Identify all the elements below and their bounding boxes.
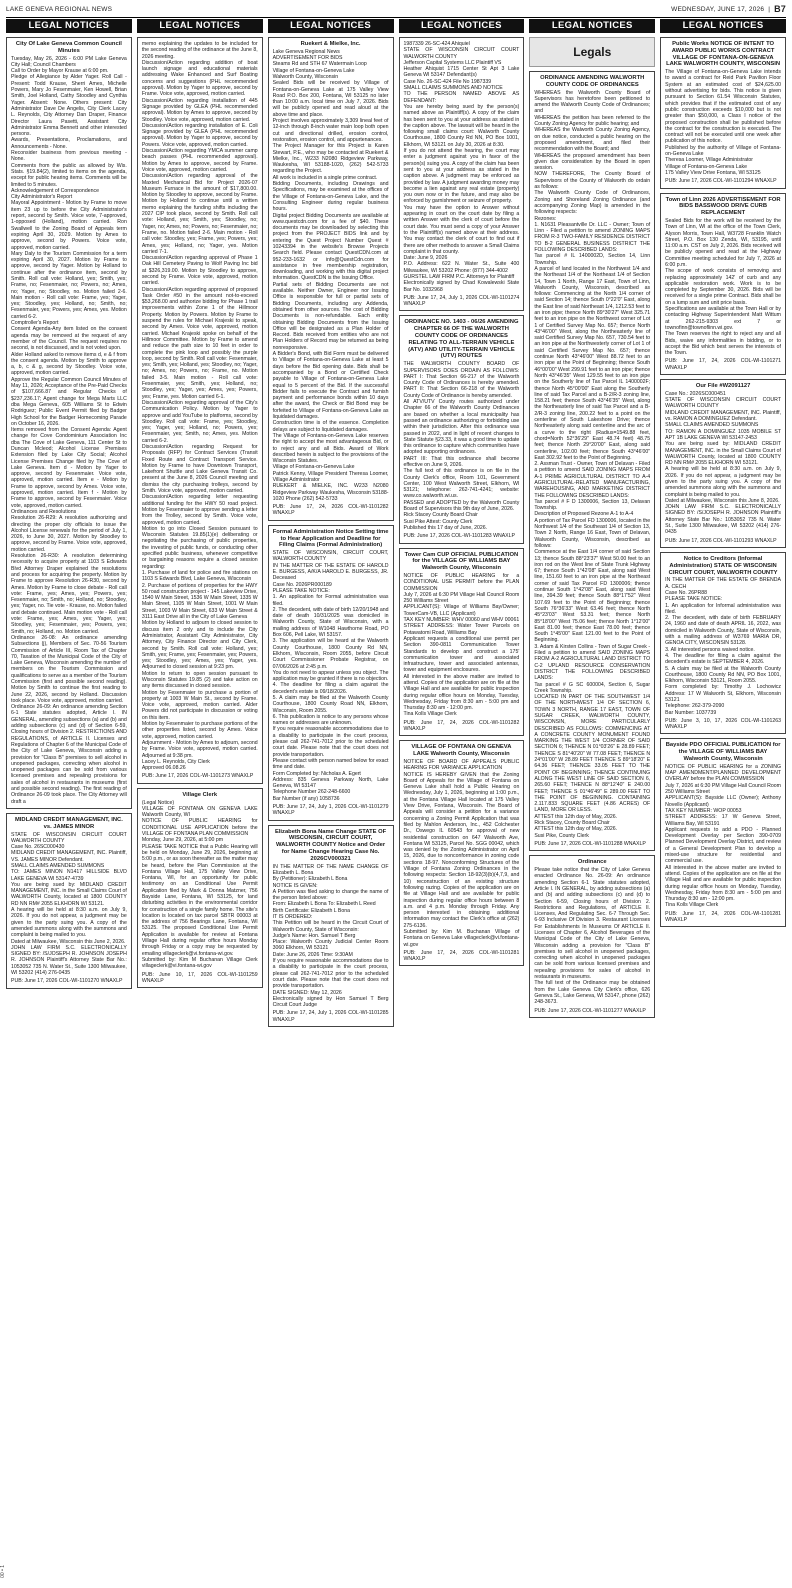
notice-body: WHEREAS the Walworth County Board of Supervisors has heretofore been petitioned to amend the Walworth County Code of Ordinances; and WHEREAS the petition has been referred to the County Zoning Agency for public hearing; and WHEREAS the Walworth County Zoning Agency, on due notice, conducted a public hearing on the proposed amendment, and filed their recommendation with the Board; and WHEREAS the proposed amendment has been given due consideration by the Board in open session. NOW THEREFORE, The County Board of Supervisors of the County of Walworth do ordain as follows: The Walworth County Code of Ordinances, Zoning and Shoreland Zoning Ordinance (and accompanying Zoning Map) is amended in the following respects: Rezones: 1. N1631 Pleasantville Dr. LLC - Owner; Town of Linn - Filed a petition to amend ZONING MAPS FROM R-3 TWO-FAMILY RESIDENCE DISTRICT TO B-2 GENERAL BUSINESS DISTRICT THE FOLLOWING DESCRIBED LANDS: Tax parcel # IL 1400002D, Section 14, Linn Township. A parcel of land located in the Northwest 1/4 and the Northeast 1/4 of the Northeast 1/4 of Section 14, Town 1 North, Range 17 East, Town of Linn, Walworth County, Wisconsin, described as follows: Commencing at the North 1/4 corner of said Section 14; thence South 0°22'0" East, along the East line of said Northeast 1/4, 1212.53 feet to an iron pipe; thence North 89°30'27" West 325.71 feet to an iron pipe on the Northwest corner of Lot 1 of Certified Survey Map No. 657; thence North 43°46'00" West, along the Northeasterly line of said Certified Survey Map No. 657, 730.54 feet to an iron pipe at the Northwesterly corner of Lot 1 of said Certified Survey Map No. 657; thence continue North 43°46'00" West 88.72 feet to an iron pipe at the Point of Beginning; thence South 46°00'00" West 299.91 feet to an iron pipe; thence North 43°46'35" West 129.55 feet to an iron pipe on the Southerly line of Tax Parcel IL 1400002F; thence North 45°00'00" East along the Southerly line of said Tax Parcel and a B-2/R-3 zoning line, 158.21 feet; thence South 43°46'35" West, along the Northeasterly line of said Tax Parcel and a B-2/R-3 zoning line, 200.22 feet to a point on the centerline of South Lakeshore Drive; thence Northeasterly along said centerline and the arc of a curve to the right (Radius=1549.88 feet, chord=North 52°36'29" East 48.74 feet) 48.75 feet; thence North 29°20'00" East, along said centerline, 102.00 feet; thence South 43°46'00" East 302.92 feet to the Point of Beginning. 2. Assman Trust - Owner, Town of Delavan - Filed a petition to amend SAID ZONING MAPS FROM A-1 PRIME AGRICULTURAL DISTRICT TO A-4 AGRICULTURAL-RELATED MANUFACTURING, WAREHOUSING, AND MARKETING DISTRICT THE FOLLOWING DESCRIBED LANDS: Tax parcel # F D 1300006, Section 13, Delavan Township. Description of Proposed Rezone A-1 to A-4 A portion of Tax Parcel FD 1300006, located in the Northwest 1/4 of the Southeast 1/4 of Section 13, Town 2 North, Range 16 East, Town of Delavan, Walworth County, Wisconsin, described as follows: Commence at the East 1/4 corner of said Section 13; thence South 88°23'37" West 50.00 feet to an iron rod on the West line of State Trunk Highway 67; thence South 1°42'08" East, along said West line, 151.60 feet to an iron pipe at the Northeast corner of said Tax Parcel FD 1300006; thence continue South 1°42'08" East, along said West line, 394.39 feet; thence South 88°17'52" West 107.69 feet to the Point of Beginning; thence South 76°36'33" West 63.46 feet; thence North 45°23'03" West 53.31 feet; thence North 85°18'00" West 75.06 feet; thence North 1°12'00" East 81.00 feet; thence East 78.00 feet; thence South 1°45'00" East 121.00 feet to the Point of Beginning. 3. Adam & Kirsten Collins - Town of Sugar Creek - Filed a petition to amend SAID ZONING MAPS FROM A-2 AGRICULTURAL LAND DISTRICT TO C-2 UPLAND RESOURCE CONSERVATION DISTRICT THE FOLLOWING DESCRIBED LANDS: Tax parcel # G SC 600004, Section 6, Sugar Creek Township. LOCATED IN PART OF THE SOUTHWEST 1/4 OF THE NORTHWEST 1/4 OF SECTION 6, TOWN 3 NORTH, RANGE 17 EAST, TOWN OF SUGAR CREEK, WALWORTH COUNTY, WISCONSIN, MORE PARTICULARLY DESCRIBED AS FOLLOWS: COMMENCING AT A CONCRETE COUNTY MONUMENT FOUND MARKING THE WEST 1/4 CORNER OF SAID SECTION 6; THENCE N 01°03'26" E 28.89 FEET; THENCE S 81°40'20" W 77.08 FEET; THENCE N 24°01'00" W 28.89 FEET THENCE S 89°18'20" E 64.36 FEET; THENCE 33.05 FEET TO THE POINT OF BEGINNING; THENCE CONTINUING ALONG THE WEST LINE OF SAID SECTION 6, 265.60 FEET; THENCE N 88°12'40" E 240.00 FEET; THENCE S 01°46'49" E 289.00 FEET TO THE POINT OF BEGINNING. CONTAINING 2.117.833 SQUARE FEET (4.86 ACRES) OF LAND, MORE OR LESS. ATTEST this 12th day of May, 2026. Rick Stacey, County Board Chair ATTEST this 12th day of May, 2026. Susi Pike, County Clerk bbox=[534, 89, 651, 839]
notice-body: Case No.: 2026SC000451 STATE OF WISCONSIN CIRCUIT COURT WALWORTH COUNTY MIDLAND CREDIT MANAGEMENT, INC. Plaintiff, vs. RAMON A DOMINGUEZ Defendant. SMALL CLAIMS AMENDED SUMMONS TO: RAMON A DOMINGUEZ 1035 MOBILE ST APT 1B LAKE GENEVA WI 53147-2453 You are being sued by: MIDLAND CREDIT MANAGEMENT, INC. in the Small Claims Court of WALWORTH County, located at 1800 COUNTY RD NN RM# 2055 ELKHORN WI 53121. A hearing will be held at 8:30 a.m. on July 9, 2026. If you do not appear, a judgment may be given to the party suing you. A copy of the amended summons along with the summons and complaint is being mailed to you. Dated at Milwaukee, Wisconsin this June 8, 2026. JOHN LAW FIRM S.C. ELECTRONICALLY SIGNED BY: /S/JOSEPH R. JOHNSON Plaintiff's Attorney State Bar No.: 1053052 735 N. Water St., Suite 1300 Milwaukee, WI 53202 (414) 276-0435 bbox=[665, 390, 781, 536]
notice-pub-line: PUB: June 17, 2026 COL-WI-1101273 WNAXLP bbox=[141, 773, 254, 780]
section-banner-4: LEGAL NOTICES bbox=[399, 19, 525, 33]
notice-title: Notice to Creditors (Informal Administration) STATE OF WISCONSIN CIRCUIT COURT, WALWORTH COUNTY bbox=[668, 555, 778, 576]
notice-pub-line: PUB: June 17, 24, July 1, 2026 COL-WI-1101279 WNAXLP bbox=[272, 804, 389, 817]
legal-notice bbox=[268, 37, 394, 521]
notice-pub-line: PUB: June 17, 24, 2026 COL-WI-1101281 WNAXLP bbox=[403, 949, 520, 963]
column-6 bbox=[660, 37, 786, 1582]
notice-title: Tower Cam CUP OFFICIAL PUBLICATION for the VILLAGE OF WILLIAMS BAY Walworth County, Wisconsin bbox=[404, 551, 519, 572]
notice-body: Sealed Bids for the work will be received by the Town of Linn, WI at the office of the Town Clerk, Alyson Morris, Town Hall, W3728 Franklin Watch Street, P.O. Box 130 Zenda, WI, 53195, until 11:00 a.m. CST on July 2, 2026. Bids received will be publicly opened and read at the Highway Committee meeting scheduled for July 7, 2026 at 6:00 p.m. The scope of work consists of removing and replacing approximately 142' of curb and any applicable restoration work. Work is to be completed by September 30, 2026. Bids will be received for a single prime Contract. Bids shall be on a lump sum and unit price basis. Specifications are available at the Town Hall or by contacting Highway Superintendent Matt Wittum at 262-215-9303 ext 7 or townofinn@townoflinn.wi.gov. The Town reserves the right to reject any and all Bids, waive any informalities in bidding, or to accept the Bid which best serves the interests of the Town. bbox=[665, 217, 781, 357]
paper-name: LAKE GENEVA REGIONAL NEWS bbox=[6, 6, 113, 13]
notice-pub-line: PUB: June 17, 24, 2026 COL-WI-1101271 WNAXLP bbox=[665, 358, 781, 371]
notice-title: Bayside PDO OFFICIAL PUBLICATION for the VILLAGE OF WILLIAMS BAY Walworth County, Wisconsin bbox=[665, 742, 781, 763]
notice-columns bbox=[6, 37, 786, 1582]
notice-pub-line: PUB: June 10, 17, 2026 COL-WI-1101259 WNAXLP bbox=[141, 971, 258, 984]
notice-title: Ruekert & Mielke, Inc. bbox=[300, 41, 361, 47]
notice-body: (Legal Notice) VILLAGE OF FONTANA ON GENEVA LAKE Walworth County, WI NOTICE OF PUBLIC HEARING for CONDITIONAL USE APPLICATION before the VILLAGE OF FONTANA PLAN COMMISSION Monday, June 29, 2026, at 5:00 pm PLEASE TAKE NOTICE that a Public Hearing will be held on Monday, June 29, 2026, beginning at 5:00 p.m., or as soon thereafter as the matter may be heard, before the Plan Commission at the Fontana Village Hall, 175 Valley View Drive, Fontana, WI, for an opportunity for public testimony on an Conditional Use Permit Application filed by Mark & Donna Matzner, 756 Bayside Lane, Fontana, WI 53125, for land disturbing activities in the environmental corridor for construction of a single family home. The site's location is located on tax parcel SBTR 00003 at the address of 756 Bearings Lane, Fontana, WI 53125. The proposed Conditional Use Permit Application is available for review at Fontana Village Hall during regular office hours Monday through Friday or a copy may be requested by emailing villageclerk@vi.fontana-wi.gov. Submitted by: Kim M Buchanan Village Clerk villageclerk@vi.fontana-wi.gov bbox=[141, 799, 258, 970]
legal-notice bbox=[6, 37, 132, 809]
legal-notice bbox=[399, 548, 525, 737]
notice-body: 1987339 26-SC-424 Ahiquiel STATE OF WISCONSIN CIRCUIT COURT WALWORTH COUNTY Jefferson Capital Systems LLC Plaintiff VS Heather Ahiquist 1715 Center St Apt 3 Lake Geneva WI 53147 Defendant(s) Case No. 26-SC-424 File No 1987339 SMALL CLAIMS SUMMONS AND NOTICE TO THE PERSON NAMED ABOVE AS DEFENDANT: You are hereby being sued by the person(s) named above as Plaintiff(s). A copy of the claim has been sent to you at your address as stated in the caption above. The lawsuit will be heard in the following small claims court: Walworth County Courthouse, 1800 County Rd NN, PO Box 1001, Elkhorn, WI 53121 on July 30, 2026 at 8:30. If you do not attend the hearing, the court may enter a judgment against you in favor of the person(s) suing you. A copy of the claim has been sent to you at your address as stated in the caption above. A judgment may be enforced as provided by law. A judgment awarding money may become a lien against any real estate (property) you own now or in the future, and may also be enforced by garnishment or seizure of property. You may have the option to Answer without appearing in court on the court date by filing a written Answer with the clerk of court before the court date. You must send a copy of your Answer to the Plaintiff(s) named above at their address. You may contact the clerk of court to find out if there are other methods to answer a Small Claims complaint in that county. Date: June 9, 2026 P.O. Address: 622 N. Water St., Suite 400 Milwaukee, WI 53202 Phone: (877) 344-4002 GURSTEL LAW FIRM P.C. Attorneys for Plaintiff Electronically signed by Chad Kowalewski State Bar No. 1032968 bbox=[403, 41, 520, 293]
notice-pub-line: PUB: June 17, 2026 COL-WI-1101277 WNAXLP bbox=[534, 1007, 646, 1014]
notice-pub-line: PUB: June 17, 24, July 1, 2026 COL-WI-1101285 WNAXLP bbox=[272, 1010, 389, 1023]
notice-body: IN THE MATTER OF THE NAME CHANGE OF Elizabeth L. Bona By (Petitioner): Elizabeth L Bona NOTICE IS GIVEN: A Petition was filed asking to change the name of the person listed above: From: Elizabeth L Bona To: Elizabeth L Reed Birth Certificate: Elizabeth L Bona IT IS ORDERED: This Petition will be heard in the Circuit Court of Walworth County, State of Wisconsin: Judge's Name: Hon. Samuel T Berg Place: Walworth County Judicial Center Room 3060 Elkhorn, WI 53121 Date: June 26, 2026 Time: 9:30AM If you require reasonable accommodations due to a disability to participate in the court process, please call 262-741-7012 prior to the scheduled court date. Please note that the court does not provide transportation. DATE SIGNED: May 12, 2026 Electronically signed by Hon Samuel T Berg Circuit Court Judge bbox=[272, 863, 389, 1009]
legal-notice bbox=[137, 788, 263, 988]
legals-banner: Legals bbox=[529, 37, 655, 67]
notice-pub-line: PUB: June 17, 24, 2026 COL-WI-1101281 WNAXLP bbox=[665, 910, 781, 923]
legal-notice bbox=[6, 813, 132, 989]
column-2 bbox=[137, 37, 263, 1582]
issue-date: WEDNESDAY, JUNE 17, 2026 bbox=[671, 5, 765, 13]
notice-title: Town of Linn 2026 ADVERTISEMENT FOR BIDS BASSWOOD DRIVE CURB REPLACEMENT bbox=[665, 196, 781, 217]
legal-notice bbox=[660, 193, 786, 376]
notice-title: Village Clerk bbox=[182, 791, 218, 798]
notice-body: STATE OF WISCONSIN CIRCUIT COURT WALWORTH COUNTY Case No. 26SC000430 MIDLAND CREDIT MANAGEMENT, INC. Plaintiff, VS. JAMES MINOR Defendant. SMALL CLAIMS AMENDED SUMMONS TO: JAMES MINON N1417 HILLSIDE BLVD LAKE GENEVA WI 53147-4739 You are being sued by: MIDLAND CREDIT MANAGEMENT, INC. in the Small Claims Court of WALWORTH County, located at 1800 COUNTY RD NN RM# 2055 ELKHORN WI 53121. A hearing will be held at 8:30 a.m. on July 9, 2026. If you do not appear, a judgment may be given to the party suing you. A copy of the amended summons along with the summons and complaint is being mailed to you. Dated at Milwaukee, Wisconsin this June 2, 2026. JOHN LAW FIRM S.C. ELECTRONICALLY SIGNED BY: /S/JOSEPH R. JOHNSON JOSEPH R. JOHNSON Plaintiff's Attorney State Bar No.: 1053052 735 N. Water St., Suite 1300 Milwaukee, WI 53202 (414) 276-0435 bbox=[11, 831, 127, 977]
legal-notice bbox=[399, 315, 525, 543]
legal-notice bbox=[399, 37, 525, 311]
notice-title: City Of Lake Geneva Common Council Minutes bbox=[15, 41, 122, 54]
section-banner-6: LEGAL NOTICES bbox=[660, 19, 786, 33]
page-number: B7 bbox=[774, 4, 786, 14]
notice-title: MIDLAND CREDIT MANAGEMENT, INC. vs. JAMES MINOR bbox=[14, 816, 123, 830]
notice-pub-line: PUB: June 17, 24, 2026 COL-WI-1101282 WNAXLP bbox=[403, 719, 520, 733]
header-right: WEDNESDAY, JUNE 17, 2026 | B7 bbox=[671, 4, 786, 14]
notice-body: NOTICE OF PUBLIC HEARING for a ZONING MAP AMENDMENT/PLANNED DEVELOPMENT OVERLAY before the PLAN COMMISSION July 7, 2026 at 6:30 PM Village Hall Council Room 250 Williams Street APPLICANT(S): Bayside LLC (Owner); Anthony Novello (Applicant) TAX KEY NUMBER: WOP 00053 STREET ADDRESS: 17 W Geneva Street, Williams Bay, WI 53191 Applicant requests to add a PDO - Planned Development Overlay per Section 390-0709 Planned Development Overlay District, and review of a General Development Plan to develop a mixed-use structure for residential and commercial use. All interested in the above matter are invited to attend. Copies of the application are on file at the Village Hall and are available for public inspection during regular office hours on Monday, Tuesday, Wednesday, Friday from 8:30 am - 5:00 pm and Thursday 8:30 am - 12:00 pm. Tina Kolls Village Clerk bbox=[665, 763, 781, 909]
notice-title: Ordinance bbox=[577, 859, 607, 866]
notice-body: Lake Geneva Regional News ADVERTISEMENT FOR BIDS Steams Rd and STH 67 Watermain Loop Village of Fontana-on-Geneva Lake Walworth County, Wisconsin Sealed Bids will be received by Village of Fontana-on-Geneva Lake at 175 Valley View Road P.O. Box 200, Fontana, WI 53125 no later than 10:00 a.m. local time on July 7, 2026. Bids will be publicly opened and read aloud at the above time and place. Project involves approximately 3,309 lineal feet of 12-inch through 8-inch water main loop both open cut and directional drilled, erosion control, restoration, erosion control, and appurtenances. The Project Manager for this Project is Karen Stewart, P.E., who may be contacted at Ruekert & Mielke, Inc., W233 N2080 Ridgeview Parkway, Waukesha, WI 53188-1020, (262) 542-5733 regarding the Project. All work is included in a single prime contract. Bidding Documents, including Drawings and Specifications, may be examined at the offices of the Village of Fontana-on-Geneva Lake, and the Consulting Engineer during regular business hours. Digital project Bidding Documents are available at www.questcdn.com for a fee of $40. These documents may be downloaded by selecting this project from the PROJECT BIDS link and by entering the Quest Project Number Quest # 10243394 in the website's Browse Projects Search field. Please contact QuestCDN.com at 952-233-1632 or info@QuestCdn.com for assistance in free membership registration, downloading, and working with this digital project information. QuestCDN is the Issuing Office. Partial sets of Bidding Documents are not available. Neither Owner, Engineer nor Issuing Office is responsible for full or partial sets of Bidding Documents, including any Addenda, obtained from other sources. The cost of Bidding Documents is non-refundable. Each entity obtaining Bidding Documents from the Issuing Office will be designated as a Plan Holder of Record. Bids received from entities who are not Plan Holders of Record may be returned as being nonresponsive. A Bidder's Bond, with Bid Form must be delivered to Village of Fontana-on-Geneva Lake at least 5 days before the Bid opening date. Bids shall be accompanied by a Bond or Certified Check payable to Village of Fontana-on-Geneva Lake equal to 5 percent of the Bid. If the successful Bidder fails to execute the Contract and furnish payment and performance bonds within 10 days after the award, the Check or Bid Bond may be forfeited to Village of Fontana-on-Geneva Lake as liquidated damages. Construction time is of the essence. Completion delays are subject to liquidated damages. The Village of Fontana-on-Geneva Lake reserves the right to accept the most advantageous Bid, or to reject any and all Bids. Award of Work described herein is subject to the provisions of the Wisconsin Statutes. Village of Fontana-on-Geneva Lake Patrick Kenny, Village President Theresa Loomer, Village Administrator RUEKERT & MIELKE, INC. W233 N2080 Ridgeview Parkway Waukesha, Wisconsin 53188-1020 Phone (262) 542-5733 bbox=[272, 48, 389, 502]
legal-notice bbox=[660, 37, 786, 189]
notice-body: THE WALWORTH COUNTY BOARD OF SUPERVISORS DOES ORDAIN AS FOLLOWS: PART I: That Section 66-217 of the Walworth County Code of Ordinances is hereby amended. PART II: That Section 66-218 of the Walworth County Code of Ordinance is hereby amended. All ATV/UTV County routes authorized under Chapter 66 of the Walworth County Ordinances are based on whether a local municipality has passed an ordinance authorizing or forbidding use within their jurisdiction. After this ordinance was passed in 2022, and in light of recent changes to State Statute §23.33, it was a good time to update this ordinance to capture which communities have adopted supporting ordinances. PART III: That this ordinance shall become effective on June 9, 2026. The full text of this ordinance is on file in the County Clerk's office, Room 101, Government Center, 100 West Walworth Street, Elkhorn, WI 53121; telephone: 262-741-4241; website: www.co.walworth.wi.us. PASSED and ADOPTED by the Walworth County Board of Supervisors this 9th day of June, 2026. Rick Stacey County Board Chair Susi Pike Attest: County Clerk Published this 17 day of June, 2026. bbox=[403, 361, 520, 531]
notice-pub-line: PUB: June 17, 2026 COL-WI-1101288 WNAXLP bbox=[534, 840, 646, 847]
legal-notice bbox=[529, 71, 655, 851]
notice-body: NOTICE OF BOARD OF APPEALS PUBLIC HEARING FOR VARIANCE APPLICATION NOTICE IS HEREBY GIVEN that the Zoning Board of Appeals for the Village of Fontana on Geneva Lake shall hold a Public Hearing on Wednesday, July 1, 2026, beginning at 1:00 p.m., at the Fontana Village Hall located at 175 Valley View Drive, Fontana, Wisconsin. The Board of Appeals will consider a petition for a variance concerning a Zoning Permit Application that was filed by Mahlon Anderson, Inc., 452 Colchester Dr., Oswego IL 60543 for approval of new residential construction on 647 Walworth Ave, Fontana WI 53125, Parcel No. SGG 00042, which was denied by the Zoning Administrator on April 15, 2026, due to nonconformance in zoning code sections 18-97. Nonconforming Structures of the Village of Fontana Zoning Ordinances in the following respects: Section 18-92(3)(b)(4,7,9, and 10) reconstruction of an existing structure following razing. Copies of the application are on file at Village Hall and are available for public inspection during regular office hours between 8 a.m. and 4 p.m. Monday through Friday. Any person interested in obtaining additional information may contact the Clerk's office at (262) 275-6136. Submitted by: Kim M. Buchanan Village of Fontana on Geneva Lake villageclerk@vi.fontana-wi.gov bbox=[403, 758, 520, 948]
legal-notice bbox=[268, 525, 394, 821]
notice-pub-line: PUB: June 17, 2026 COL-WI-1101294 WNAXLP bbox=[665, 178, 777, 185]
column-1 bbox=[6, 37, 132, 1582]
legal-notice bbox=[660, 379, 786, 548]
notice-title: Formal Administration Notice Setting time to Hear Application and Deadline for Filing Claims (Formal Administration) bbox=[272, 528, 389, 549]
notice-body: Please take notice that the City of Lake Geneva enacted Ordinance No. 26-09: An ordinance amending Section 6-1 State statutes adopted, Article I. IN GENERAL, by adding subsections (a) and (b) and adding subsections (c) and (d) to Section 6-59, Closing hours of Division 2. Restrictions and Regulations, of ARTICLE II. Licenses, And Regulating Sec. 6-7 Through Sec. 6-93 Inclusive Of Division 3. Restaurant Licenses For Establishments In Museums Of ARTICLE II. Licenses of Chapter 6, Alcohol Beverages of the Municipal Code of the City of Lake Geneva, Wisconsin adding a provision for "Class B" premises to sell alcohol in unopened packages, correcting when alcohol in unopened packages can be sold from various licensed premises and repealing provisions for sales of alcohol in restaurants in museums. The full text of the Ordinance may be obtained from the Lake Geneva City Clerk's office, 626 Geneva St., Lake Geneva, WI 53147, phone (262) 248-3673. bbox=[534, 867, 651, 1006]
section-banner-1: LEGAL NOTICES bbox=[6, 19, 132, 33]
side-code: 00 • 1 bbox=[0, 1565, 6, 1578]
column-4 bbox=[399, 37, 525, 1582]
notice-title: ORDINANCE NO. 1403 - 06/26 AMENDING CHAPTER 66 OF THE WALWORTH COUNTY CODE OF ORDINANCES RELATING TO ALL-TERRAIN VEHICLE (ATV) AND UTILITY-TERRAIN VEHICLE (UTV) ROUTES bbox=[404, 319, 519, 360]
notice-body: The Village of Fontana-on-Geneva Lake intends to award a contract for Reid Park Pavilion Floor System at an estimated cost of $24,625.00 without advertising for bids. This notice is given pursuant to Section 61.54 Wisconsin Statutes, which provides that if the estimated cost of any public construction exceeds $10,000 but is not greater than $50,000, a Class I notice of the proposed construction shall be published before the contract for the construction is executed. The contract will not be executed until one week after publication of this notice. Published by the authority of Village of Fontana-on-Geneva Lake Theresa Loomer, Village Administrator Village of Fontana-on-Geneva Lake 175 Valley View Drive Fontana, WI 53125 bbox=[665, 69, 781, 176]
legal-notice bbox=[529, 855, 655, 1018]
section-banner-5: LEGAL NOTICES bbox=[529, 19, 655, 33]
notice-body: IN THE MATTER OF THE ESTATE OF BRENDA A. CECH Case No. 26PR88 PLEASE TAKE NOTICE: 1. An application for Informal administration was filed. 2. The decedent, with date of birth FEBRUARY 24, 1960 and date of death APRIL 16, 2022, was domiciled in Walworth County, State of Wisconsin, with a mailing address of W3769 MARIA DR, GENOA CITY, WISCONSIN 53128. 3. All interested persons waived notice. 4. The deadline for filing a claim against the decedent's estate is SEPTEMBER 4, 2026. 5. A claim may be filed at the Walworth County Courthouse, 1800 County Rd NN, PO Box 1001, Elkhorn, Wisconsin 53121, Room 2055. Form completed by: Timothy J. Lochowicz Address: 17 W Walworth St, Elkhorn, Wisconsin 53121 Telephone: 262-379-2090 Bar Number: 1037739 bbox=[665, 577, 781, 716]
notice-body: STATE OF WISCONSIN, CIRCUIT COURT, WALWORTH COUNTY IN THE MATTER OF THE ESTATE OF HAROLD E. BURGESS, A/K/A HAROLD E. BURGESS, JR. Deceased Case No. 2026PR000189 PLEASE TAKE NOTICE: 1. An application for Formal administration was filed. 2. The decedent, with date of birth 12/20/1948 and date of death 10/31/2025 was domiciled in Walworth County, State of Wisconsin, with a mailing address of W1048 Hawthorne Road, PO Box 606, Pell Lake, WI 53157. 3. The application will be heard at the Walworth County Courthouse, 1800 County Rd NN, Elkhorn, Wisconsin, Room 2055, before Circuit Court Commissioner Probate Registrar, on 07/06/2026 at 2:45 p.m. You do not need to appear unless you object. The application may be granted if there is no objection. 4. The deadline for filing a claim against the decedent's estate is 09/18/2026. 5. A claim may be filed at the Walworth County Courthouse, 1800 County Road NN, Elkhorn, Wisconsin, Room 2055. 6. This publication is notice to any persons whose names or addresses are unknown. If you require reasonable accommodations due to a disability to participate in the court process, please call 262-741-7012 prior to the scheduled court date. Please note that the court does not provide transportation. Please contact with person named below for exact time and date. Form Completed by: Nicholas A. Egert Address: 835 Geneva Parkway North, Lake Geneva, WI 53147 Telephone Number 262-248-6600 Bar Number (if any) 1058736 bbox=[272, 550, 389, 802]
notice-title: VILLAGE OF FONTANA ON GENEVA LAKE Walworth County, Wisconsin bbox=[411, 744, 512, 758]
notice-pub-line: PUB: June 3, 10, 17, 2026 COL-WI-1101263 WNAXLP bbox=[665, 717, 781, 731]
notice-title: ORDINANCE AMENDING WALWORTH COUNTY CODE OF ORDINANCES bbox=[540, 75, 645, 88]
column-3 bbox=[268, 37, 394, 1582]
notice-title: Our File #W2091127 bbox=[695, 383, 751, 390]
notice-pub-line: PUB: June 17, 2026 COL-WI-1101270 WNAXLP bbox=[11, 978, 123, 985]
section-banner-2: LEGAL NOTICES bbox=[137, 19, 263, 33]
legal-notice bbox=[660, 738, 786, 927]
notice-pub-line: PUB: June 17, 24, 2026 COL-WI-1101282 WNAXLP bbox=[272, 504, 389, 517]
column-5 bbox=[529, 37, 655, 1582]
section-banners bbox=[6, 19, 786, 33]
notice-body: Tuesday, May 26, 2026 - 6:00 PM Lake Geneva City Hall; Council Chambers Call to Order by Mayor Krause at 6:00 pm. Pledge of Allegiance by Alder Yager. Roll Call - Present: Todd Krause, Sherri Ames, Michelle Powers, Mary Jo Fesenmaier, Ken Howell, Brian Smith, Joel Holland, Cathy Stoodley and Cynthia Yager. Absent: None. Others present: City Administrator Dave De Angelis, City Clerk Lacey L. Reynolds, City Attorney Dan Draper, Finance Director Laura Pasetti, Assistant City Administrator Emma Bennett and other interested persons. Awards, Presentations, Proclamations, and Announcements - None. Reconsider business from previous meeting - None. Comments from the public as allowed by Wis. Stats. §19.84(2), limited to items on the agenda, except for public hearing items. Comments will be limited to 5 minutes. Acknowledgement of Correspondence City Administrator's Report Mayoral Appointment - Motion by Frame to move item 23 up to before the City Administrator's report, second by Smith. Voice vote, 7-approved, 1-opposed (Holland), motion carried. Ron Swallwell to the Zoning Board of Appeals term expiring April 30, 2029. Motion by Ames to approve, second by Powers. Voice vote, approved, motion carried. Mary Daly to the Tourism Commission for a term expiring April 30, 2027. Motion by Frame to approve, second by Yager. Motion by Holland to continue after the ordinance item, second by Smith. Roll call vote: Holland, yes; Smith, yes; Frame, no; Fesenmaier, no; Powers, no; Ames, no; Yager, no; Stoodley, no. Motion failed 2-6. Main motion - Roll call vote: Frame, yes; Yager, yes; Stoodley, yes; Holland, no; Smith, no; Fesenmaier, yes; Powers, yes; Ames, yes. Motion carried 6-2. Comptroller's Report Consent Agenda-Any item listed on the consent agenda may be removed at the request of any member of the Council. The request requires no second, is not discussed, and is not voted upon. Alder Holland asked to remove items d, e & f from the consent agenda. Motion by Smith to approve a, b, c & g, second by Stoodley. Voice vote, approved, motion carried. Approve the Regular Common Council Minutes of May 11, 2026; Acceptance of the Pre-Paid Checks of $107,666.87 and Regular Checks of $237,236.17; Agent change for Mega Marts LLC dba Mega Geneva, 605 Williams St to Edwin Rodriguez; Public Event Permit filed by Badger High School for the Badger Homecoming Parade on October 16, 2026. Items removed from the Consent Agenda: Agent change for Cove Condominium Association Inc dba The Cove of Lake Geneva, 111 Center St to Duncan Mcleod; Alcohol License Premises Extension filed by Lake City Social; Alcohol License Premises Change filed by The Cove of Lake Geneva. Item d - Motion by Yager to approve, second by Fesenmaier. Voice vote, approved, motion carried. Item e - Motion by Frame to approve, second by Ames. Voice vote, approved, motion carried. Item f - Motion by Frame to approve, second by Fesenmaier. Voice vote, approved, motion carried. Ordinances and Resolutions Resolution 26-R29: A resolution authorizing and directing the proper city officials to issue the Alcohol License renewals for the period of July 1, 2026, to June 30, 2027. Motion by Stoodley to approve, second by Frame. Voice vote, approved, motion carried. Resolution 26-R30: A resolution determining necessity to acquire property at 1103 S Edwards Blvd Attorney Draper explained the resolutions and process for acquiring the property. Motion by Frame to approve Resolution 26-R30, second by Ames. Motion by Frame to close debate - Roll call vote: Frame, yes; Ames, yes; Powers, yes; Fesenmaier, no; Smith, no; Holland, no; Stoodley, yes; Yager, no. Tie vote - Krause, no. Motion failed and debate continued. Main motion vote - Roll call vote: Frame, yes; Ames, yes; Yager, yes; Stoodley, yes; Fesenmaier, yes; Powers, yes; Smith, no; Holland, no. Motion carried. Ordinance 26-08: An ordinance amending Subsections (j), Members of Sec. 70-56 Tourism Commission of Article III, Room Tax of Chapter 70, Taxation of the Municipal Code of the City of Lake Geneva, Wisconsin amending the number of members on the Tourism Commission and qualifications to serve as a member of the Tourism Commission (first and possible second reading). Motion by Smith to continue the first reading to June 22, 2026, second by Holland. Discussion took place. Voice vote, approved, motion carried. Ordinance 26-09: An ordinance amending Section 6-1 State statutes adopted, Article I. IN GENERAL, amending subsections (a) and (b) and adding subsections (c) and (d) of Section 6-59, Closing hours of Division 2. RESTRICTIONS AND REGULATIONS, of ARTICLE II. Licenses and Regulations of Chapter 6 of the Municipal Code of the City of Lake Geneva, Wisconsin adding a provision for "Class B" premises to sell alcohol in unopened packages, correcting when alcohol in unopened packages can be sold from various licensed premises and repealing provisions for sales of alcohol in restaurants in museums (first and possible second reading). The first reading of Ordinance 26-09 took place. The City Attorney will draft a bbox=[11, 55, 127, 805]
notice-title: Elizabeth Bona Name Change STATE OF WISCONSIN, CIRCUIT COURT, WALWORTH COUNTY Notice and Order for Name Change Hearing Case No. 2026CV000321 bbox=[274, 828, 387, 862]
legal-notice bbox=[399, 740, 525, 966]
page-header bbox=[6, 4, 786, 16]
legal-notice bbox=[137, 37, 263, 784]
notice-pub-line: PUB: June 17, 24, July 1, 2026 COL-WI-1101274 WNAXLP bbox=[403, 294, 520, 308]
notice-pub-line: PUB: June 17, 2026 COL-WI-1101283 WNAXLP bbox=[403, 533, 515, 540]
legal-notice bbox=[268, 825, 394, 1027]
legal-notice bbox=[660, 552, 786, 735]
notice-pub-line: PUB: June 17, 2026 COL-WI-1101293 WNAXLP bbox=[665, 537, 777, 544]
section-banner-3: LEGAL NOTICES bbox=[268, 19, 394, 33]
notice-body: NOTICE OF PUBLIC HEARING for a CONDITIONAL USE PERMIT before the PLAN COMMISSION July 7, 2026 at 6:30 PM Village Hall Council Room 250 Williams Street APPLICANT(S): Village of Williams Bay/Owner; TowerCam-VB, LLC (Applicant) TAX KEY NUMBER: WHV 00060 and WHV 00061 STREET ADDRESS: Water Tower Parcels on Potawatomi Road, Williams Bay Applicant requests a conditional use permit per Section 390-0811 Communication Tower Standards to develop and construct a 175' communication tower and associated infrastructure, tower and associated antennas, tower and equipment enclosures. All interested in the above matter are invited to attend. Copies of the application are on file at the Village Hall and are available for public inspection during regular office hours on Monday, Tuesday, Wednesday, Friday from 8:30 am - 5:00 pm and Thursday 8:30 am - 12:00 pm. Tina Kolls Village Clerk bbox=[403, 572, 520, 718]
notice-body: memo explaining the updates to be included for the second reading of the ordinance at the June 8, 2026 meeting. Discussion/Action regarding addition of boat launch signage and educational materials addressing Wake Enhanced and Surf Boating concerns and suggestions (PHL recommended approval). Motion by Yager to approve, second by Frame. Voice vote, approved, motion carried. Discussion/Action regarding installation of 445 Signage provided by GLEA (PHL recommended approval). Motion by Ames to approve, second by Stoodley. Voice vote, approved, motion carried. Discussion/Action regarding installation of E. Coli Signage provided by GLEA (PHL recommended approval). Motion by Yager to approve, second by Powers. Voice vote, approved, motion carried. Discussion/Action regarding YMCA summer camp beach passes (PHL recommended approval). Motion by Ames to approve, second by Frame. Voice vote, approved, motion carried. Discussion/Action regarding approval of the Maxted Mechanical Bid for Project 2026-07 Museum Furnace in the amount of $17,800.00. Motion by Stoodley to approve, second by Frame. Motion by Holland to continue until a written memo explaining the funding shifts including the 2027 CIP took place, second by Smith. Roll call vote: Holland, yes; Smith, yes; Stoodley, no; Yager, no; Ames, no; Powers, no; Fesenmaier, no; Frame, no. Motion failed 2-6. Main motion - Roll call vote: Stoodley, yes; Frame, yes; Powers, yes; Ames, yes; Holland, no; Yager, yes. Motion carried 7-1. Discussion/Action regarding approval of Phase 1 Oak Hill Cemetery Paving to Wolf Paving Inc bid at $326,319.00. Motion by Stoodley to approve, second by Frame. Voice vote, approved, motion carried. Discussion/Action regarding approval of proposed Task Order #50 in the amount not-to-exceed $53,268.00 and authorize bidding for Phase 1 trail improvements within Zone 1 of the Hillmoor Property. Motion by Powers. Motion by Frame to suspend the rules for Michael Krajeski to speak, second by Ames. Voice vote, approved, motion carried. Michael Krajeski spoke on behalf of the Hillmoor Committee. Motion by Frame to amend and reduce the path size to 10 feet in order to complete the pink loop and possibly the purple loop, second by Smith. Roll call vote: Fesenmaier, yes; Smith, yes; Holland, yes; Stoodley, no; Yager, no; Ames, no; Powers, no; Frame, no. Motion failed 3-5. Main motion - Roll call vote: Fesenmaier, yes; Smith, yes; Holland, no; Stoodley, yes; Yager, yes; Ames, yes; Powers, yes; Frame, yes. Motion carried 6-1. Discussion/Action regarding approval of the City's Communication Policy. Motion by Yager to approve and add YouTube to platforms, second by Stoodley. Roll call vote: Frame, yes; Stoodley, yes; Yager, yes; Holland, no; Powers, yes; Fesenmaier, yes; Smith, no; Ames, yes. Motion carried 6-2. Discussion/Action regarding Request for Proposals (RFP) for Contract Services (Transit Fixed Route and Contract Transport Service. Motion by Frame to have Downtown Transport, Lakefront Shuttle and Lake Geneva Transit Co. present at the June 8, 2026 Council meeting and dismiss the city purchasing trolleys, second by Smith. Voice vote, approved, motion carried. Discussion/Action regarding letter requesting additional funding for the HWY 50 road project. Motion by Fesenmaier to approve sending a letter from the Trolley, second by Smith. Voice vote, approved, motion carried. Motion to go into Closed Session pursuant to Wisconsin Statutes 19.85(1)(e) deliberating or negotiating the purchasing of public properties, the investing of public funds, or conducting other specified public business, whenever competitive or bargaining reasons require a closed session regarding: 1. Purchase of land for police and fire stations on 1103 S Edwards Blvd, Lake Geneva, Wisconsin 2. Purchase of portions of properties for the HWY 50 road construction project - 145 Lakeview Drive, 1540 W Main Street, 1536 W Main Street, 1335 W Main Street, 1105 W Main Street, 1001 W Main Street, 1003 W Main Street, 633 W Main Street & 3111 East Drive all in the City of Lake Geneva Motion by Holland to adjourn to closed session to discuss item 2 only and to include the City Administrator, Assistant City Administrator, City Attorney, City Finance Director and City Clerk, second by Smith. Roll call vote: Holland, yes; Smith, yes; Frame, yes; Fesenmaier, yes; Powers, yes; Stoodley, yes; Ames, yes; Yager, yes. Adjourned to closed session at 9:23 pm. Motion to return to open session pursuant to Wisconsin Statutes 19.85 (2) and take action on any items discussed in closed session. Motion by Fesenmaier to purchase a portion of property at 1003 W Main St., second by Frame. Voice vote, approved, motion carried. Alder Powers did not participate in discussion or voting on this item. Motion by Fesenmaier to purchase portions of the other properties listed, second by Ames. Voice vote, approved, motion carried. Adjournment - Motion by Ames to adjourn, second by Frame. Voice vote, approved, motion carried. Adjourned at 9:38 pm. Lacey L. Reynolds, City Clerk Approved 06.08.26 bbox=[141, 41, 258, 772]
header-rule bbox=[6, 17, 786, 18]
notice-title: Public Works NOTICE OF INTENT TO AWARD PUBLIC WORKS CONTRACT VILLAGE OF FONTANA-ON-GENEVA LAKE WALWORTH COUNTY, WISCONSIN bbox=[666, 41, 781, 68]
